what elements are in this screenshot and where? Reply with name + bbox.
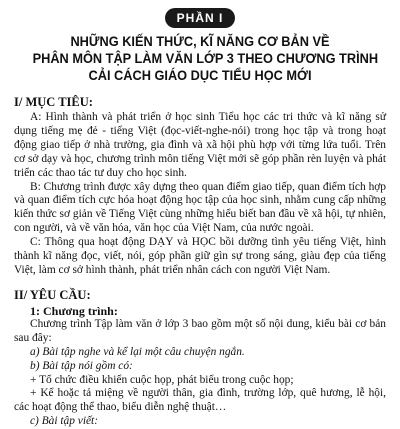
item-c: c) Bài tập viết:: [30, 415, 98, 428]
bullet-1: + Tổ chức điều khiển cuộc họp, phát biểu trong cuộc họp;: [30, 373, 294, 386]
part-badge: PHẦN I: [165, 8, 236, 28]
program-intro: Chương trình Tập làm văn ở lớp 3 bao gồm một số nội dung, kiểu bài cơ bản sau đây:: [14, 317, 386, 344]
title-line-1: NHỮNG KIẾN THỨC, KĨ NĂNG CƠ BẢN VỀ: [70, 34, 330, 50]
paragraph-a: A: Hình thành và phát triển ở học sinh Tiểu học các tri thức và kĩ năng sử dụng tiếng mẹ đẻ - tiếng Việt (đọc-viết-nghe-nói) trong học tập và trong hoạt động giao tiếp ở nhà trường, gia đình và xã hội phù hợp với từng lứa tuổi. Trên cơ sở dạy và học, chương trình môn tiếng Việt mới sẽ góp phần rèn luyện và phát triển các thao tác tư duy cho học sinh.: [14, 111, 386, 179]
title-line-3: CẢI CÁCH GIÁO DỤC TIỂU HỌC MỚI: [88, 68, 312, 84]
subheading-program: 1: Chương trình:: [30, 303, 118, 318]
paragraph-b: B: Chương trình được xây dựng theo quan điểm giao tiếp, quan điểm tích hợp và quan điểm tích cực hóa hoạt động học tập của học sinh, nhằm cung cấp những kiến thức sơ giản về Tiếng Việt cùng những hiểu biết ban đầu về xã hội, tự nhiên, con người, và về văn hóa, văn học của Việt Nam, của nước ngoài.: [14, 180, 386, 235]
paragraph-c: C: Thông qua hoạt động DẠY và HỌC bồi dưỡng tình yêu tiếng Việt, hình thành kĩ năng đọc, viết, nói, góp phần giữ gìn sự trong sáng, giàu đẹp của tiếng Việt, làm cơ sở hình thành, phát triển nhân cách con người Việt Nam.: [14, 236, 386, 276]
item-a: a) Bài tập nghe và kể lại một câu chuyện ngắn.: [30, 345, 245, 358]
section-heading-requirements: II/ YÊU CẦU:: [14, 287, 91, 302]
bullet-2: + Kể hoặc tả miệng về người thân, gia đình, trường lớp, quê hương, lễ hội, các hoạt động thể thao, biểu diễn nghệ thuật…: [14, 387, 386, 414]
section-heading-goals: I/ MỤC TIÊU:: [14, 95, 93, 109]
item-b: b) Bài tập nói gồm có:: [30, 359, 133, 372]
badge-wrap: [14, 6, 386, 28]
title-line-2: PHÂN MÔN TẬP LÀM VĂN LỚP 3 THEO CHƯƠNG TRÌNH: [32, 51, 379, 67]
